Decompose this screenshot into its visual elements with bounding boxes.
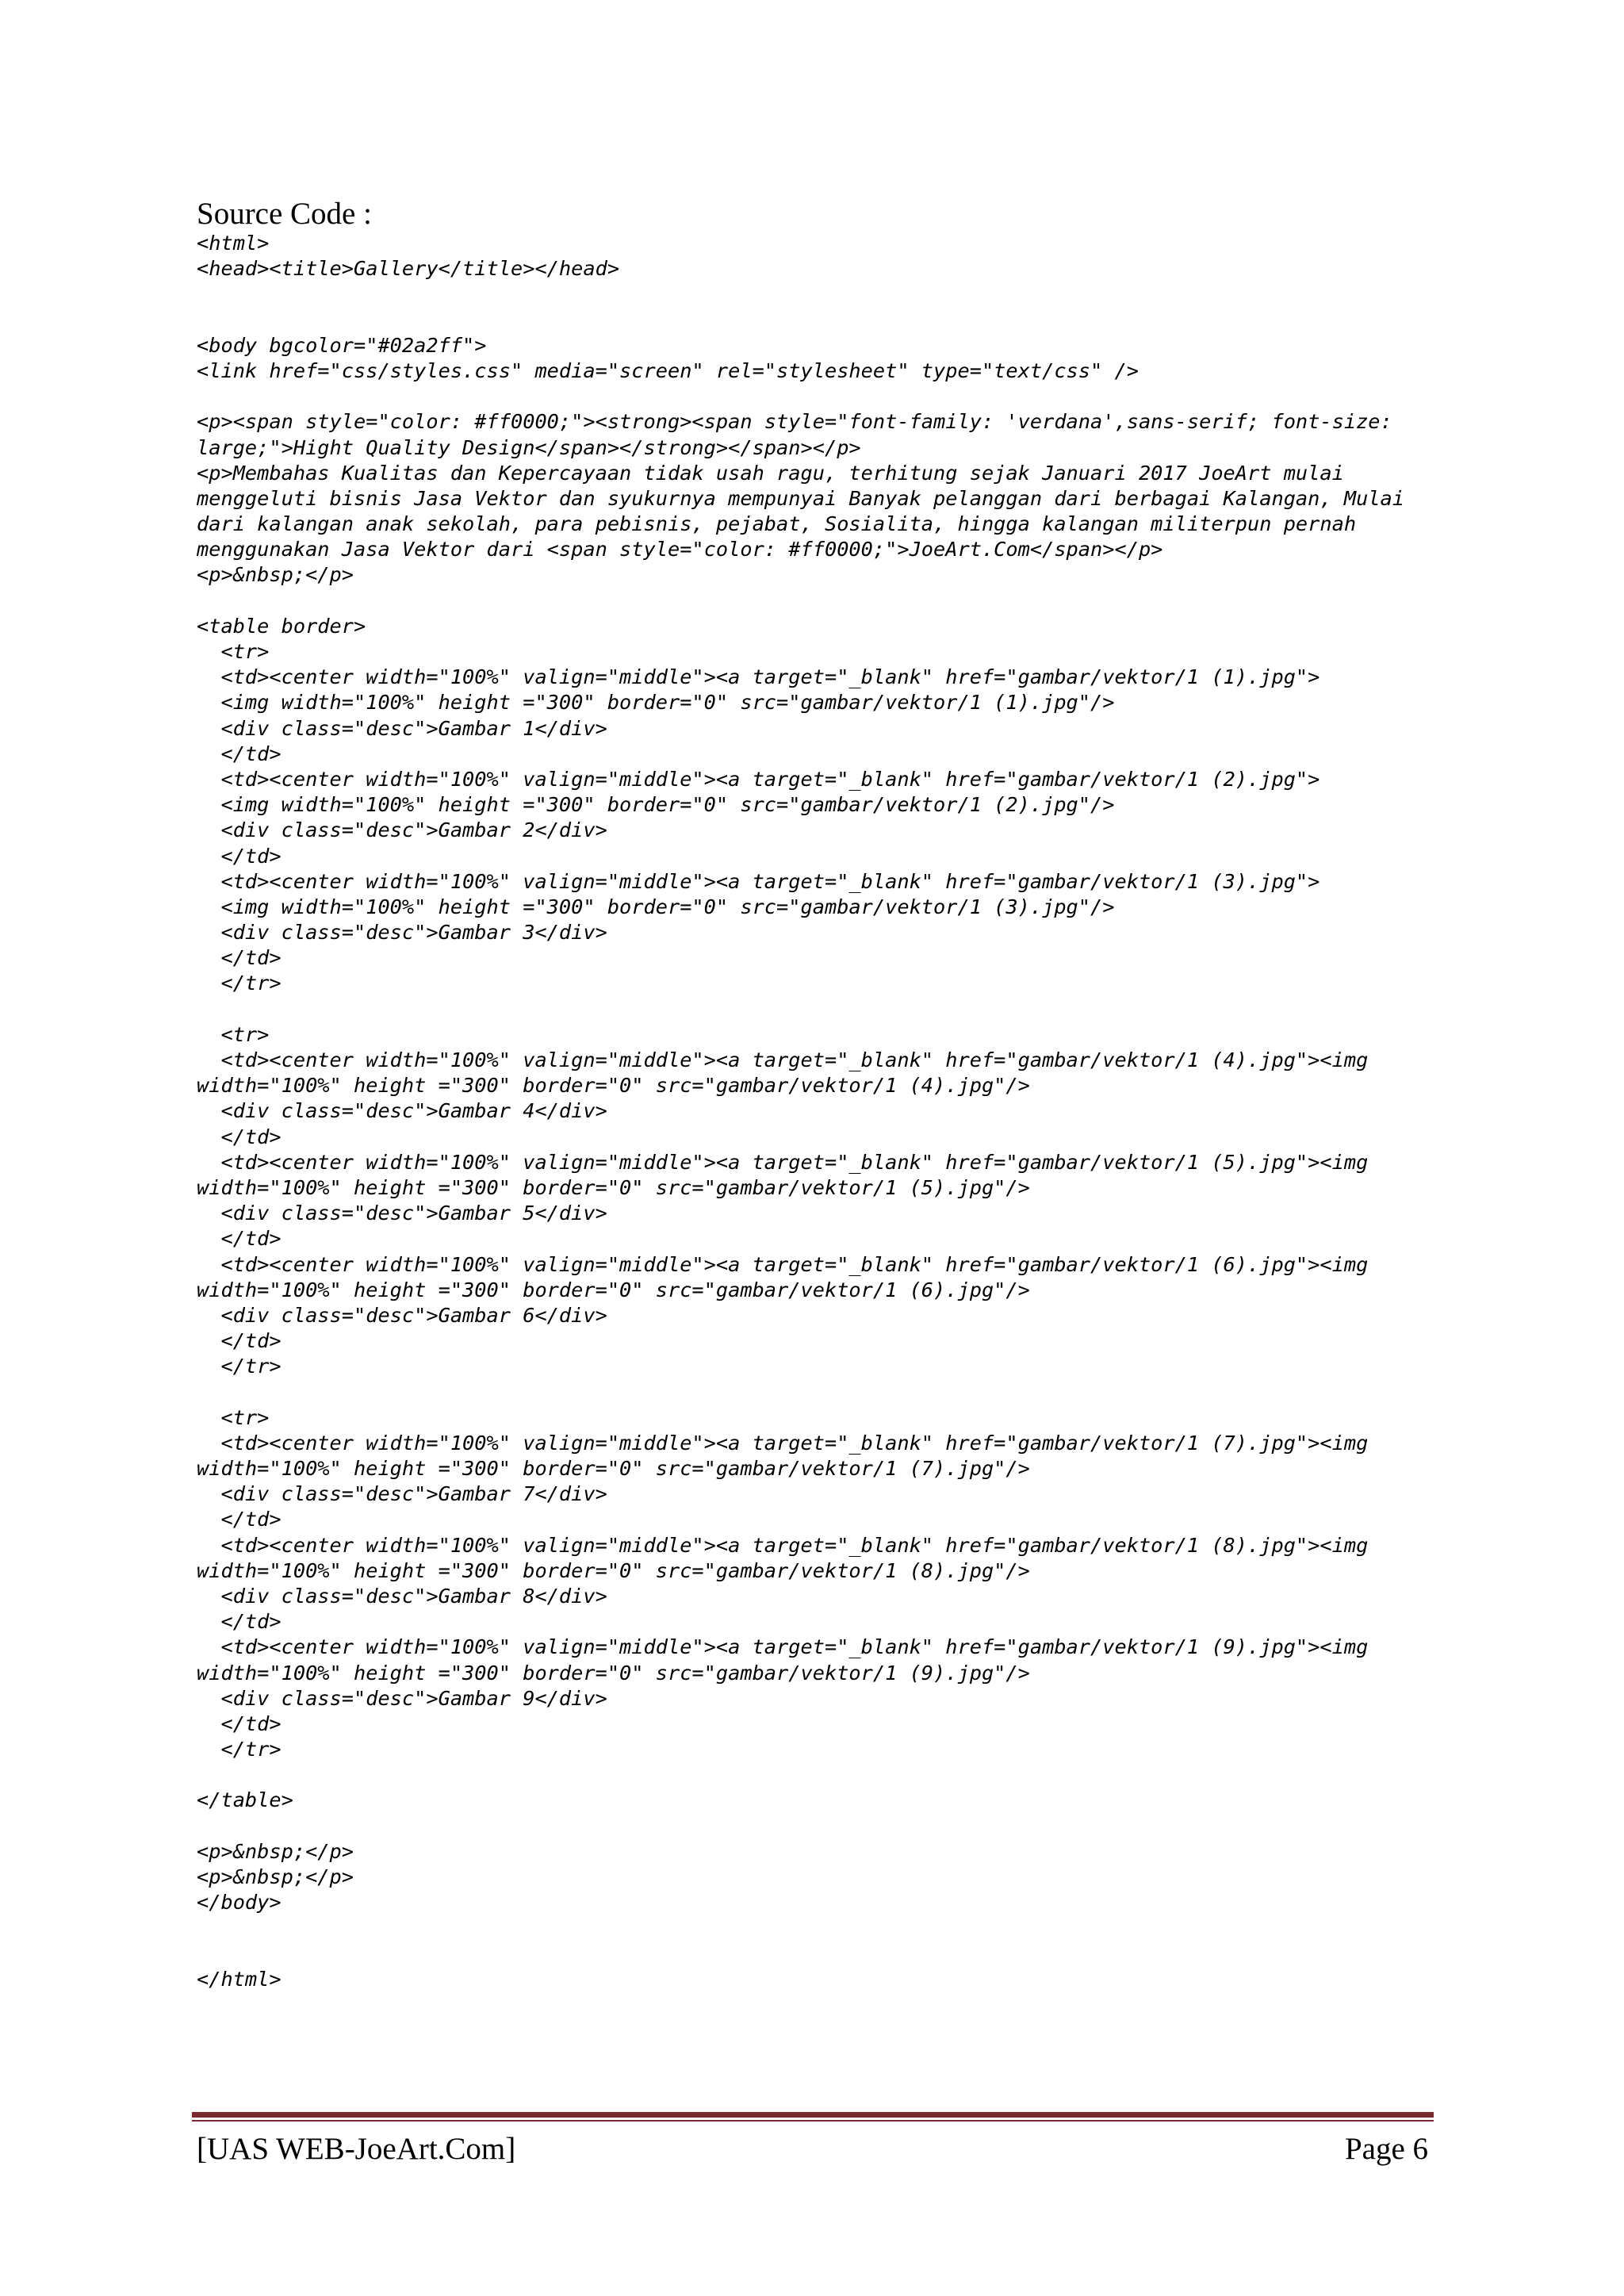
code-line: <p>&nbsp;</p> [197, 563, 354, 587]
code-line: <td><center width="100%" valign="middle"><a target="_blank" href="gambar/vektor/1 (9).jpg"><img [197, 1635, 1369, 1659]
page-number: Page 6 [1344, 2132, 1428, 2166]
code-line: width="100%" height ="300" border="0" src="gambar/vektor/1 (8).jpg"/> [197, 1558, 1030, 1582]
code-line: dari kalangan anak sekolah, para pebisnis, pejabat, Sosialita, hingga kalangan militerpun pernah [197, 512, 1357, 536]
code-line: <head><title>Gallery</title></head> [197, 257, 620, 281]
code-line: <td><center width="100%" valign="middle"><a target="_blank" href="gambar/vektor/1 (1).jpg"> [197, 665, 1320, 689]
code-line: <div class="desc">Gambar 4</div> [197, 1099, 607, 1123]
code-line: <div class="desc">Gambar 7</div> [197, 1482, 607, 1506]
code-line [197, 282, 1450, 307]
code-line: </td> [197, 1610, 282, 1634]
section-heading: Source Code : [197, 197, 372, 231]
code-line: </html> [197, 1967, 282, 1991]
code-line: <td><center width="100%" valign="middle"><a target="_blank" href="gambar/vektor/1 (5).jpg"><img [197, 1150, 1369, 1174]
code-line: </tr> [197, 972, 282, 995]
code-line: </td> [197, 742, 282, 765]
code-line: </td> [197, 1711, 282, 1735]
code-line: </table> [197, 1788, 293, 1812]
code-line: <tr> [197, 1022, 270, 1046]
footer-rule [192, 2112, 1434, 2118]
footer-title: [UAS WEB-JoeArt.Com] [197, 2132, 516, 2166]
code-line: <div class="desc">Gambar 3</div> [197, 921, 607, 945]
code-line: <td><center width="100%" valign="middle"><a target="_blank" href="gambar/vektor/1 (8).jpg"><img [197, 1533, 1369, 1557]
code-line [197, 588, 1450, 614]
code-line: <div class="desc">Gambar 6</div> [197, 1303, 607, 1327]
code-line: <div class="desc">Gambar 1</div> [197, 716, 607, 740]
code-line: <link href="css/styles.css" media="screen" rel="stylesheet" type="text/css" /> [197, 358, 1139, 382]
code-line: </td> [197, 1329, 282, 1353]
code-line [197, 1915, 1450, 1941]
code-line [197, 308, 1450, 333]
code-line: </td> [197, 844, 282, 868]
code-line: <td><center width="100%" valign="middle"><a target="_blank" href="gambar/vektor/1 (6).jpg"><img [197, 1252, 1369, 1276]
footer-rule-thin [192, 2120, 1434, 2122]
code-line [197, 1941, 1450, 1967]
code-line: </td> [197, 1125, 282, 1148]
code-line: width="100%" height ="300" border="0" src="gambar/vektor/1 (4).jpg"/> [197, 1074, 1030, 1098]
code-line [197, 1762, 1450, 1788]
code-line: </td> [197, 1227, 282, 1251]
code-line [197, 1814, 1450, 1839]
code-line: <td><center width="100%" valign="middle"><a target="_blank" href="gambar/vektor/1 (3).jpg"> [197, 869, 1320, 893]
code-line: <table border> [197, 614, 366, 638]
code-line: <td><center width="100%" valign="middle"><a target="_blank" href="gambar/vektor/1 (2).jpg"> [197, 767, 1320, 791]
code-line: <div class="desc">Gambar 2</div> [197, 818, 607, 842]
code-line: <img width="100%" height ="300" border="0" src="gambar/vektor/1 (3).jpg"/> [197, 895, 1115, 918]
code-line: <td><center width="100%" valign="middle"><a target="_blank" href="gambar/vektor/1 (4).jpg"><img [197, 1048, 1369, 1071]
code-line: <tr> [197, 640, 270, 663]
code-line [197, 384, 1450, 409]
code-line: </body> [197, 1891, 282, 1915]
code-line [197, 997, 1450, 1022]
source-code-block [197, 231, 1450, 1992]
code-line [197, 1379, 1450, 1405]
code-line: <div class="desc">Gambar 9</div> [197, 1686, 607, 1710]
code-line: </tr> [197, 1738, 282, 1761]
code-line: width="100%" height ="300" border="0" src="gambar/vektor/1 (5).jpg"/> [197, 1175, 1030, 1199]
code-line: <td><center width="100%" valign="middle"><a target="_blank" href="gambar/vektor/1 (7).jpg"><img [197, 1431, 1369, 1455]
code-line: <tr> [197, 1405, 270, 1429]
code-line: menggeluti bisnis Jasa Vektor dan syukurnya mempunyai Banyak pelanggan dari berbagai Kalangan, Mulai [197, 486, 1405, 510]
code-line: width="100%" height ="300" border="0" src="gambar/vektor/1 (7).jpg"/> [197, 1457, 1030, 1480]
code-line: <body bgcolor="#02a2ff"> [197, 333, 487, 357]
code-line: large;">Hight Quality Design</span></strong></span></p> [197, 435, 861, 459]
code-line: <img width="100%" height ="300" border="0" src="gambar/vektor/1 (2).jpg"/> [197, 793, 1115, 817]
code-line: <p>&nbsp;</p> [197, 1865, 354, 1888]
code-line: </td> [197, 946, 282, 970]
code-line: <div class="desc">Gambar 5</div> [197, 1202, 607, 1225]
code-line: width="100%" height ="300" border="0" src="gambar/vektor/1 (9).jpg"/> [197, 1661, 1030, 1685]
code-line: </tr> [197, 1355, 282, 1378]
code-line: <p>Membahas Kualitas dan Kepercayaan tidak usah ragu, terhitung sejak Januari 2017 JoeArt mulai [197, 461, 1344, 485]
code-line: width="100%" height ="300" border="0" src="gambar/vektor/1 (6).jpg"/> [197, 1278, 1030, 1301]
code-line: menggunakan Jasa Vektor dari <span style="color: #ff0000;">JoeArt.Com</span></p> [197, 538, 1163, 562]
code-line: <p>&nbsp;</p> [197, 1839, 354, 1863]
code-line: <div class="desc">Gambar 8</div> [197, 1584, 607, 1608]
code-line: <html> [197, 232, 270, 255]
code-line: <p><span style="color: #ff0000;"><strong><span style="font-family: 'verdana',sans-serif; font-size: [197, 410, 1392, 434]
code-line: <img width="100%" height ="300" border="0" src="gambar/vektor/1 (1).jpg"/> [197, 691, 1115, 715]
code-line: </td> [197, 1508, 282, 1531]
